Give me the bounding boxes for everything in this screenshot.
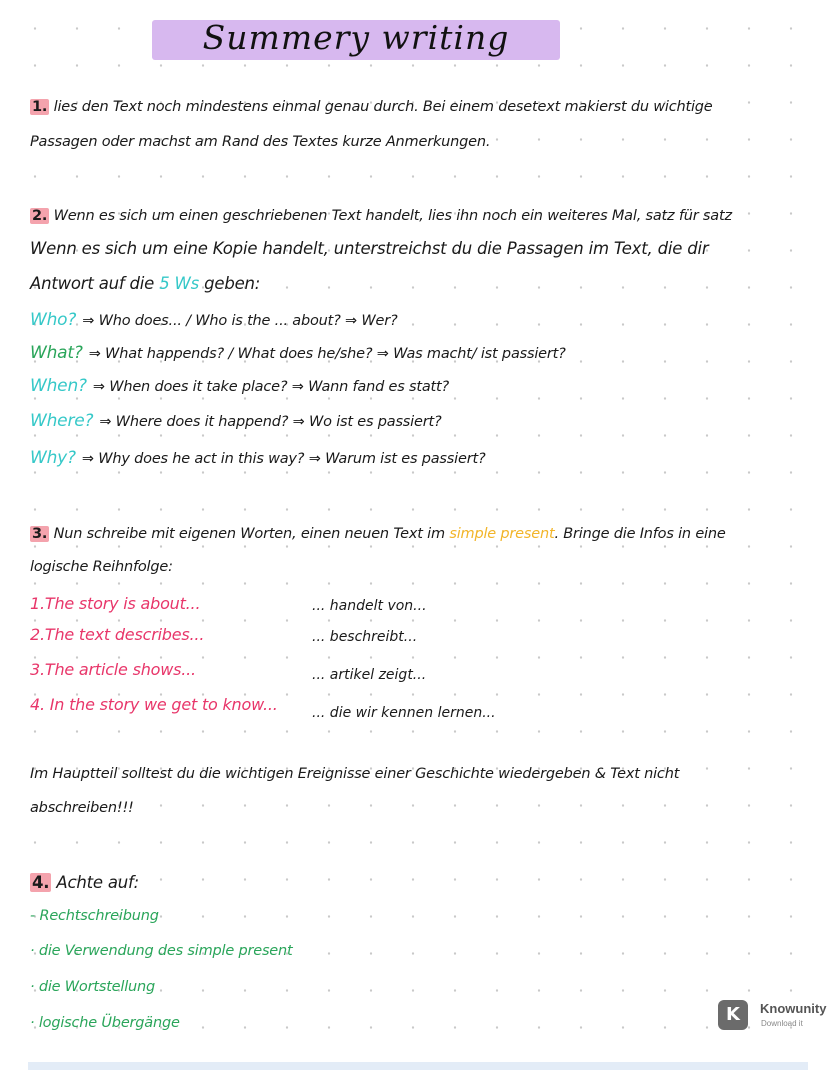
- s4-head-text: Achte auf:: [56, 873, 140, 892]
- ws-text: ⇒ Who does... / Who is the ... about? ⇒ Wer?: [82, 313, 398, 329]
- title-highlight: [152, 20, 560, 60]
- brand-subtitle: Download it: [761, 1019, 803, 1028]
- s2-line2: Wenn es sich um eine Kopie handelt, unterstreichst du die Passagen im Text, die dir: [30, 239, 709, 258]
- ws-item: [30, 410, 441, 433]
- brand-logo-icon: K: [718, 1000, 748, 1030]
- ws-item: [30, 375, 449, 398]
- phrase-de: ... die wir kennen lernen...: [312, 705, 496, 721]
- s3-line1: [30, 523, 726, 545]
- bottom-bar: [28, 1062, 808, 1070]
- phrase-en: 2.The text describes...: [30, 625, 205, 644]
- checklist-item: · logische Übergänge: [30, 1015, 180, 1031]
- s2-line1: [30, 205, 732, 227]
- ws-text: ⇒ Where does it happend? ⇒ Wo ist es passiert?: [99, 414, 442, 430]
- s2-line1-text: Wenn es sich um einen geschriebenen Text handelt, lies ihn noch ein weiteres Mal, satz für satz: [53, 208, 732, 224]
- phrase-en: 4. In the story we get to know...: [30, 695, 278, 714]
- s3-line2: logische Reihnfolge:: [30, 559, 173, 575]
- page-title: Summery writing: [202, 18, 510, 57]
- ws-question: Who?: [30, 310, 77, 330]
- checklist-item: - Rechtschreibung: [30, 908, 159, 924]
- s1-line1: [30, 96, 713, 118]
- s2-line3-a: Antwort auf die: [30, 274, 160, 293]
- phrase-de: ... handelt von...: [312, 598, 427, 614]
- ws-item: [30, 342, 566, 365]
- brand-name: Knowunity: [760, 1001, 827, 1016]
- ws-item: [30, 309, 398, 332]
- note-line2: abschreiben!!!: [30, 800, 134, 816]
- s3-line1-a: Nun schreibe mit eigenen Worten, einen neuen Text im: [53, 526, 450, 542]
- ws-question: What?: [30, 343, 83, 363]
- ws-item: [30, 447, 485, 470]
- s1-line2: Passagen oder machst am Rand des Textes kurze Anmerkungen.: [30, 134, 491, 150]
- ws-text: ⇒ What happends? / What does he/she? ⇒ Was macht/ ist passiert?: [88, 346, 566, 362]
- s1-line1-text: lies den Text noch mindestens einmal genau durch. Bei einem desetext makierst du wichtige: [53, 99, 713, 115]
- s4-heading: [30, 872, 139, 894]
- ws-question: When?: [30, 376, 87, 396]
- simple-present-highlight: simple present: [449, 526, 555, 542]
- phrase-de: ... beschreibt...: [312, 629, 418, 645]
- phrase-en: 3.The article shows...: [30, 660, 196, 679]
- ws-text: ⇒ Why does he act in this way? ⇒ Warum ist es passiert?: [81, 451, 486, 467]
- five-ws: 5 Ws: [159, 274, 200, 293]
- ws-question: Where?: [30, 411, 94, 431]
- ws-question: Why?: [30, 448, 76, 468]
- s1-number: 1.: [32, 99, 48, 115]
- checklist-item: · die Verwendung des simple present: [30, 943, 293, 959]
- note-line1: Im Hauptteil solltest du die wichtigen Ereignisse einer Geschichte wiedergeben & Text nicht: [30, 766, 680, 782]
- s2-line3: [30, 273, 260, 295]
- s3-number: 3.: [32, 526, 48, 542]
- ws-text: ⇒ When does it take place? ⇒ Wann fand es statt?: [92, 379, 449, 395]
- s2-line3-c: geben:: [199, 274, 261, 293]
- phrase-de: ... artikel zeigt...: [312, 667, 427, 683]
- phrase-en: 1.The story is about...: [30, 594, 201, 613]
- s3-line1-c: . Bringe die Infos in eine: [554, 526, 726, 542]
- s4-number: 4.: [32, 873, 50, 892]
- checklist-item: · die Wortstellung: [30, 979, 156, 995]
- s2-number: 2.: [32, 208, 48, 224]
